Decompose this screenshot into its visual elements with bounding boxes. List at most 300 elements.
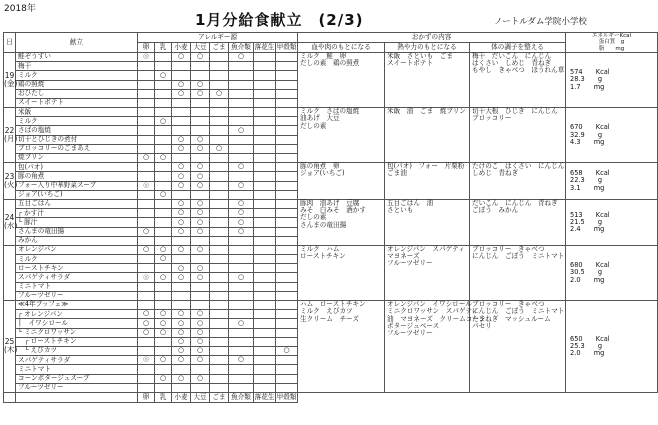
allergen-mark xyxy=(138,255,155,264)
allergen-mark xyxy=(138,62,155,71)
allergen-mark: ○ xyxy=(210,144,229,153)
allergen-mark xyxy=(210,126,229,135)
dish-name: 豚の角煮 xyxy=(16,172,138,181)
allergen-mark xyxy=(254,199,276,208)
nutrition-values: 574 Kcal 28.3 g 1.7 mg xyxy=(566,52,658,107)
menu-table xyxy=(3,32,658,403)
allergen-mark xyxy=(155,98,172,107)
footer-allergen-0: 卵 xyxy=(138,392,155,402)
allergen-mark xyxy=(210,62,229,71)
allergen-mark xyxy=(229,80,254,89)
allergen-mark: ○ xyxy=(191,346,210,355)
allergen-mark: ○ xyxy=(229,52,254,61)
allergen-mark xyxy=(229,71,254,80)
allergen-mark xyxy=(276,117,298,126)
dish-name: ┌ ローストチキン xyxy=(16,337,138,346)
allergen-mark xyxy=(172,282,191,291)
allergen-mark xyxy=(276,227,298,236)
allergen-mark xyxy=(254,172,276,181)
footer-allergen-3: 大豆 xyxy=(191,392,210,402)
allergen-mark xyxy=(138,264,155,273)
dish-name: ミルク xyxy=(16,255,138,264)
allergen-mark xyxy=(210,135,229,144)
footer-allergen-6: 落花生 xyxy=(254,392,275,401)
allergen-mark: ○ xyxy=(172,328,191,337)
allergen-mark xyxy=(210,255,229,264)
allergen-mark: ○ xyxy=(172,80,191,89)
allergen-mark xyxy=(155,301,172,310)
allergen-mark xyxy=(229,383,254,392)
dish-name: │ イワシロール xyxy=(16,319,138,328)
allergen-mark xyxy=(155,126,172,135)
allergen-mark xyxy=(138,190,155,199)
allergen-mark xyxy=(172,365,191,374)
allergen-mark xyxy=(254,356,276,365)
allergen-mark xyxy=(276,356,298,365)
allergen-mark: ○ xyxy=(155,255,172,264)
dish-name: みかん xyxy=(16,236,138,245)
col-ing1: 血や肉のもとになる xyxy=(298,42,385,52)
allergen-mark xyxy=(191,301,210,310)
allergen-mark: ○ xyxy=(155,374,172,383)
allergen-mark xyxy=(276,126,298,135)
allergen-mark xyxy=(254,310,276,319)
allergen-mark xyxy=(210,264,229,273)
header-allergen-3: 大豆 xyxy=(191,42,210,52)
allergen-mark xyxy=(254,374,276,383)
allergen-mark xyxy=(155,264,172,273)
allergen-mark: ○ xyxy=(229,227,254,236)
allergen-mark: ○ xyxy=(191,227,210,236)
allergen-mark: ○ xyxy=(172,163,191,172)
col-day: 日 xyxy=(4,33,16,53)
allergen-mark: ○ xyxy=(229,126,254,135)
ingredients-ing2: 包(パオ) フォー 片栗粉 ごま油 xyxy=(385,163,470,200)
allergen-mark xyxy=(155,108,172,117)
allergen-mark xyxy=(254,319,276,328)
allergen-mark xyxy=(229,264,254,273)
allergen-mark xyxy=(276,383,298,392)
allergen-mark xyxy=(138,144,155,153)
allergen-mark xyxy=(229,135,254,144)
header-allergen-4: ごま xyxy=(210,42,229,52)
allergen-mark xyxy=(229,245,254,254)
ingredients-ing3: ブロッコリー きゃべつ にんじん ごぼう ミニトマト xyxy=(470,245,566,300)
allergen-mark: ○ xyxy=(138,310,155,319)
allergen-mark xyxy=(172,255,191,264)
allergen-mark xyxy=(276,154,298,163)
allergen-mark xyxy=(172,154,191,163)
allergen-mark xyxy=(155,172,172,181)
allergen-mark xyxy=(138,117,155,126)
allergen-mark xyxy=(210,218,229,227)
ingredients-ing1: ミルク さばの塩焼 油あげ 大豆 だしの素 xyxy=(298,108,385,163)
dish-name: ミニトマト xyxy=(16,282,138,291)
allergen-mark xyxy=(155,52,172,61)
allergen-mark xyxy=(254,218,276,227)
allergen-mark: ○ xyxy=(191,319,210,328)
day-label: 24 (水) xyxy=(4,199,16,245)
allergen-mark xyxy=(155,199,172,208)
allergen-mark: ○ xyxy=(229,356,254,365)
allergen-mark xyxy=(155,383,172,392)
allergen-mark xyxy=(191,236,210,245)
allergen-mark: ◎ xyxy=(138,273,155,282)
allergen-mark: ○ xyxy=(155,273,172,282)
allergen-mark: ○ xyxy=(191,209,210,218)
allergen-mark xyxy=(172,126,191,135)
allergen-mark xyxy=(276,108,298,117)
allergen-mark: ○ xyxy=(172,227,191,236)
allergen-mark: ○ xyxy=(172,356,191,365)
ingredients-ing1: 豚の角煮 卵 ジョア(いちご) xyxy=(298,163,385,200)
year-label: 2018年 xyxy=(4,4,36,14)
dish-name: スイートポテト xyxy=(16,98,138,107)
allergen-mark: ◎ xyxy=(138,52,155,61)
allergen-mark xyxy=(172,62,191,71)
allergen-mark xyxy=(254,383,276,392)
allergen-mark: ○ xyxy=(191,135,210,144)
allergen-mark xyxy=(254,154,276,163)
footer-allergen-2: 小麦 xyxy=(172,392,191,402)
header-allergen-1: 乳 xyxy=(155,42,172,52)
allergen-mark xyxy=(276,190,298,199)
allergen-mark xyxy=(172,71,191,80)
allergen-mark xyxy=(172,117,191,126)
allergen-mark xyxy=(254,163,276,172)
allergen-mark xyxy=(210,199,229,208)
allergen-mark xyxy=(191,383,210,392)
allergen-mark: ○ xyxy=(155,319,172,328)
allergen-mark xyxy=(155,144,172,153)
allergen-mark xyxy=(254,181,276,190)
allergen-mark: ○ xyxy=(191,245,210,254)
allergen-mark xyxy=(191,154,210,163)
allergen-mark xyxy=(172,301,191,310)
dish-name: ミルク xyxy=(16,71,138,80)
allergen-mark: ○ xyxy=(229,209,254,218)
nutrition-values: 658 Kcal 22.3 g 3.1 mg xyxy=(566,163,658,200)
allergen-mark: ○ xyxy=(172,310,191,319)
ingredients-ing2: オレンジパン スパゲティ マヨネーズ フルーツゼリー xyxy=(385,245,470,300)
allergen-mark: ○ xyxy=(229,163,254,172)
allergen-mark xyxy=(138,135,155,144)
allergen-mark xyxy=(276,282,298,291)
allergen-mark xyxy=(191,117,210,126)
allergen-mark: ○ xyxy=(191,52,210,61)
allergen-mark xyxy=(155,236,172,245)
allergen-mark xyxy=(191,98,210,107)
ingredients-ing3: 梅干 だいこん にんじん はくさい しめじ 青ねぎ もやし きゃべつ ほうれん草 xyxy=(470,52,566,107)
allergen-mark xyxy=(138,365,155,374)
allergen-mark xyxy=(229,374,254,383)
allergen-mark xyxy=(229,291,254,300)
allergen-mark: ○ xyxy=(210,89,229,98)
allergen-mark xyxy=(276,255,298,264)
allergen-mark xyxy=(210,337,229,346)
allergen-mark: ○ xyxy=(155,310,172,319)
allergen-mark: ○ xyxy=(191,337,210,346)
col-nutrition: エネルギーKcal 蛋白質 g 脂 mg xyxy=(566,33,658,53)
allergen-mark xyxy=(276,319,298,328)
allergen-mark xyxy=(138,126,155,135)
allergen-mark xyxy=(254,108,276,117)
header-allergen-6: 落花生 xyxy=(254,42,275,51)
allergen-mark xyxy=(210,273,229,282)
ingredients-ing3: ブロッコリー きゃべつ にんじん ごぼう ミニトマト たまねぎ マッシュルーム パセリ xyxy=(470,301,566,393)
allergen-mark xyxy=(229,365,254,374)
allergen-mark: ○ xyxy=(191,328,210,337)
allergen-mark xyxy=(138,108,155,117)
ingredients-ing3: 切干大根 ひじき にんじん ブロッコリー xyxy=(470,108,566,163)
allergen-mark xyxy=(155,365,172,374)
allergen-mark xyxy=(276,144,298,153)
dish-name: さんまの竜田揚 xyxy=(16,227,138,236)
allergen-mark xyxy=(172,98,191,107)
allergen-mark xyxy=(229,144,254,153)
dish-name: 焼プリン xyxy=(16,154,138,163)
allergen-mark: ○ xyxy=(229,273,254,282)
allergen-mark xyxy=(276,273,298,282)
ingredients-ing1: ミルク 鮭 卵 だしの素 鶏の照煮 xyxy=(298,52,385,107)
menu-row xyxy=(4,199,658,208)
allergen-mark: ○ xyxy=(191,218,210,227)
dish-name: ブロッコリーのごまあえ xyxy=(16,144,138,153)
allergen-mark xyxy=(254,190,276,199)
allergen-mark xyxy=(155,62,172,71)
allergen-mark: ○ xyxy=(172,52,191,61)
allergen-mark xyxy=(172,190,191,199)
dish-name: └ 豚汁 xyxy=(16,218,138,227)
allergen-mark: ○ xyxy=(191,273,210,282)
dish-name: 五目ごはん xyxy=(16,199,138,208)
allergen-mark: ○ xyxy=(172,172,191,181)
allergen-mark xyxy=(254,273,276,282)
allergen-mark: ○ xyxy=(172,209,191,218)
allergen-mark xyxy=(210,319,229,328)
allergen-mark xyxy=(155,337,172,346)
allergen-mark xyxy=(210,374,229,383)
allergen-mark: ○ xyxy=(229,319,254,328)
allergen-mark xyxy=(191,108,210,117)
allergen-mark xyxy=(138,71,155,80)
allergen-mark xyxy=(138,374,155,383)
dish-name: スパゲティサラダ xyxy=(16,356,138,365)
allergen-mark: ◎ xyxy=(138,181,155,190)
allergen-mark xyxy=(254,245,276,254)
footer-allergen-5: 魚介類 xyxy=(229,392,254,402)
allergen-mark xyxy=(254,328,276,337)
dish-name: └ ミニクロワッサン xyxy=(16,328,138,337)
allergen-mark: ○ xyxy=(229,218,254,227)
ingredients-ing1: ハム ローストチキン ミルク えびカツ 生クリーム チーズ xyxy=(298,301,385,393)
allergen-mark: ○ xyxy=(172,218,191,227)
allergen-mark: ○ xyxy=(172,135,191,144)
allergen-mark: ○ xyxy=(172,264,191,273)
allergen-mark xyxy=(254,301,276,310)
dish-name: 包(パオ) xyxy=(16,163,138,172)
allergen-mark xyxy=(276,135,298,144)
ingredients-ing2: 米飯 油 ごま 焼プリン xyxy=(385,108,470,163)
allergen-mark: ○ xyxy=(155,117,172,126)
col-ing2: 熱や力のもとになる xyxy=(385,42,470,52)
page-title: 1月分給食献立 (2/3) xyxy=(195,11,364,29)
ingredients-ing1: ミルク ハム ローストチキン xyxy=(298,245,385,300)
dish-name: フォー入り中華野菜スープ xyxy=(16,181,138,190)
allergen-mark xyxy=(210,291,229,300)
allergen-mark: ○ xyxy=(172,199,191,208)
dish-name: 切干とひじきの煮付 xyxy=(16,135,138,144)
allergen-mark xyxy=(172,108,191,117)
allergen-mark xyxy=(210,346,229,355)
dish-name: └ えびカツ xyxy=(16,346,138,355)
allergen-mark xyxy=(138,236,155,245)
allergen-mark: ○ xyxy=(155,356,172,365)
allergen-mark xyxy=(155,89,172,98)
allergen-mark: ○ xyxy=(276,346,298,355)
allergen-mark: ○ xyxy=(191,199,210,208)
allergen-mark xyxy=(210,154,229,163)
allergen-mark xyxy=(210,356,229,365)
dish-name: 鶏の照焼 xyxy=(16,80,138,89)
allergen-mark xyxy=(210,117,229,126)
allergen-mark xyxy=(210,383,229,392)
allergen-mark xyxy=(276,337,298,346)
allergen-mark xyxy=(210,282,229,291)
allergen-mark: ○ xyxy=(172,245,191,254)
menu-row xyxy=(4,108,658,117)
allergen-mark xyxy=(254,365,276,374)
allergen-mark xyxy=(210,301,229,310)
allergen-mark xyxy=(229,62,254,71)
allergen-mark xyxy=(276,52,298,61)
allergen-mark xyxy=(155,218,172,227)
allergen-mark xyxy=(254,337,276,346)
allergen-mark: ○ xyxy=(138,154,155,163)
allergen-mark xyxy=(210,163,229,172)
allergen-mark xyxy=(276,301,298,310)
allergen-mark xyxy=(229,154,254,163)
allergen-mark xyxy=(254,236,276,245)
allergen-mark: ○ xyxy=(155,245,172,254)
allergen-mark xyxy=(276,374,298,383)
allergen-mark xyxy=(210,181,229,190)
allergen-mark xyxy=(276,245,298,254)
allergen-mark xyxy=(229,282,254,291)
footer-allergen-7: 甲殻類 xyxy=(276,392,297,401)
dish-name: 鮭ぞうすい xyxy=(16,52,138,61)
dish-name: コーンポタージュスープ xyxy=(16,374,138,383)
allergen-mark xyxy=(138,282,155,291)
allergen-mark xyxy=(254,98,276,107)
allergen-mark xyxy=(155,346,172,355)
allergen-mark xyxy=(155,80,172,89)
allergen-mark: ○ xyxy=(229,199,254,208)
allergen-mark xyxy=(254,209,276,218)
allergen-mark: ○ xyxy=(191,89,210,98)
allergen-mark xyxy=(155,181,172,190)
allergen-mark xyxy=(276,172,298,181)
allergen-mark xyxy=(276,218,298,227)
allergen-mark xyxy=(254,52,276,61)
allergen-mark xyxy=(229,117,254,126)
allergen-mark xyxy=(254,282,276,291)
allergen-mark xyxy=(172,383,191,392)
allergen-mark xyxy=(191,71,210,80)
nutrition-values: 680 Kcal 30.5 g 2.0 mg xyxy=(566,245,658,300)
dish-name: おひたし xyxy=(16,89,138,98)
dish-name: 梅干 xyxy=(16,62,138,71)
allergen-mark xyxy=(138,163,155,172)
allergen-mark: ○ xyxy=(155,190,172,199)
allergen-mark xyxy=(254,346,276,355)
allergen-mark xyxy=(138,218,155,227)
dish-name: ┌ かす汁 xyxy=(16,209,138,218)
ingredients-ing3: だいこん にんじん 青ねぎ ごぼう みかん xyxy=(470,199,566,245)
allergen-mark xyxy=(210,108,229,117)
header-allergen-2: 小麦 xyxy=(172,42,191,52)
allergen-mark xyxy=(210,209,229,218)
dish-name: ≪4年ブッフェ≫ xyxy=(16,301,138,310)
allergen-mark: ○ xyxy=(138,227,155,236)
ingredients-ing1: 豚肉 油あげ 豆腐 みそ 白みそ 酒かす だしの素 さんまの竜田揚 xyxy=(298,199,385,245)
allergen-mark: ◎ xyxy=(138,356,155,365)
allergen-mark xyxy=(210,310,229,319)
allergen-mark xyxy=(254,144,276,153)
allergen-mark xyxy=(210,227,229,236)
allergen-mark xyxy=(191,190,210,199)
allergen-mark xyxy=(276,310,298,319)
nutrition-values: 513 Kcal 21.5 g 2.4 mg xyxy=(566,199,658,245)
ingredients-ing2: 米飯 さといも ごま スイートポテト xyxy=(385,52,470,107)
allergen-mark xyxy=(229,108,254,117)
allergen-mark xyxy=(138,337,155,346)
menu-row xyxy=(4,301,658,310)
allergen-mark xyxy=(229,190,254,199)
allergen-mark xyxy=(210,80,229,89)
allergen-mark xyxy=(276,236,298,245)
allergen-mark xyxy=(138,383,155,392)
nutrition-values: 650 Kcal 25.3 g 2.0 mg xyxy=(566,301,658,393)
allergen-mark xyxy=(210,328,229,337)
allergen-mark xyxy=(138,98,155,107)
allergen-mark xyxy=(254,117,276,126)
allergen-mark xyxy=(229,310,254,319)
allergen-mark xyxy=(155,135,172,144)
allergen-mark xyxy=(210,245,229,254)
allergen-mark xyxy=(276,209,298,218)
allergen-mark xyxy=(210,71,229,80)
allergen-mark: ○ xyxy=(191,356,210,365)
allergen-mark xyxy=(276,199,298,208)
allergen-mark xyxy=(138,291,155,300)
allergen-mark xyxy=(254,126,276,135)
allergen-mark xyxy=(191,291,210,300)
allergen-mark xyxy=(210,190,229,199)
allergen-mark xyxy=(229,255,254,264)
allergen-mark: ○ xyxy=(172,144,191,153)
day-label: 25 (木) xyxy=(4,301,16,393)
allergen-mark xyxy=(191,255,210,264)
allergen-mark xyxy=(276,98,298,107)
allergen-mark xyxy=(155,291,172,300)
allergen-mark xyxy=(229,346,254,355)
allergen-mark xyxy=(254,62,276,71)
ingredients-ing2: 五目ごはん 油 さといも xyxy=(385,199,470,245)
allergen-mark xyxy=(229,172,254,181)
dish-name: ジョア(いちご) xyxy=(16,190,138,199)
allergen-mark xyxy=(138,346,155,355)
